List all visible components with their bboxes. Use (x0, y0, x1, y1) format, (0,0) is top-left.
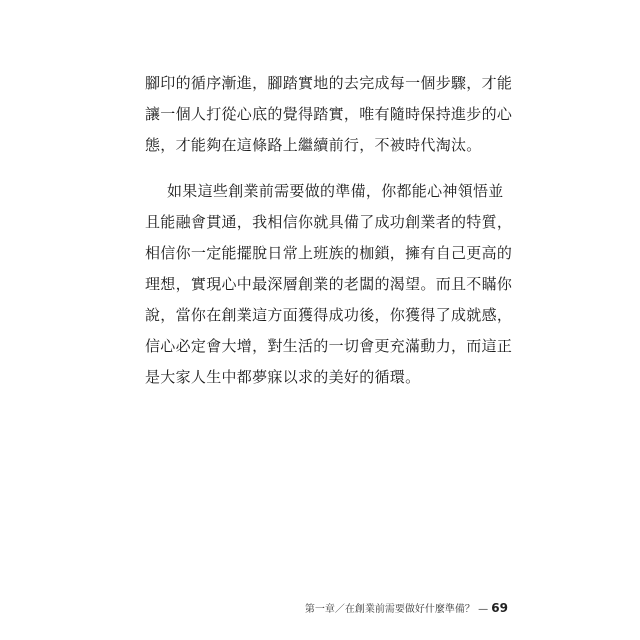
paragraph-1-line-3: 態，才能夠在這條路上繼續前行，不被時代淘汰。 (145, 136, 482, 154)
paragraph-2-line-3: 相信你一定能擺脫日常上班族的枷鎖，擁有自己更高的 (145, 244, 513, 262)
paragraph-2 (145, 176, 513, 393)
paragraph-2-line-2: 且能融會貫通，我相信你就具備了成功創業者的特質， (145, 213, 513, 231)
page-footer (305, 600, 508, 615)
paragraph-2-line-5: 說，當你在創業這方面獲得成功後，你獲得了成就感， (145, 306, 513, 324)
paragraph-1 (145, 68, 513, 161)
footer-dash: — (478, 604, 489, 615)
paragraph-2-line-7: 是大家人生中都夢寐以求的美好的循環。 (145, 368, 421, 386)
paragraph-1-line-1: 腳印的循序漸進，腳踏實地的去完成每一個步驟，才能 (145, 74, 513, 92)
page-number: 69 (491, 601, 508, 615)
footer-chapter-title: 第一章／在創業前需要做好什麼準備？ (304, 604, 475, 615)
paragraph-2-line-1: 如果這些創業前需要做的準備，你都能心神領悟並 (167, 182, 504, 200)
paragraph-2-line-6: 信心必定會大增，對生活的一切會更充滿動力，而這正 (145, 337, 513, 355)
paragraph-2-line-4: 理想，實現心中最深層創業的老闆的渴望。而且不瞞你 (145, 275, 513, 293)
paragraph-1-line-2: 讓一個人打從心底的覺得踏實，唯有隨時保持進步的心 (145, 105, 513, 123)
